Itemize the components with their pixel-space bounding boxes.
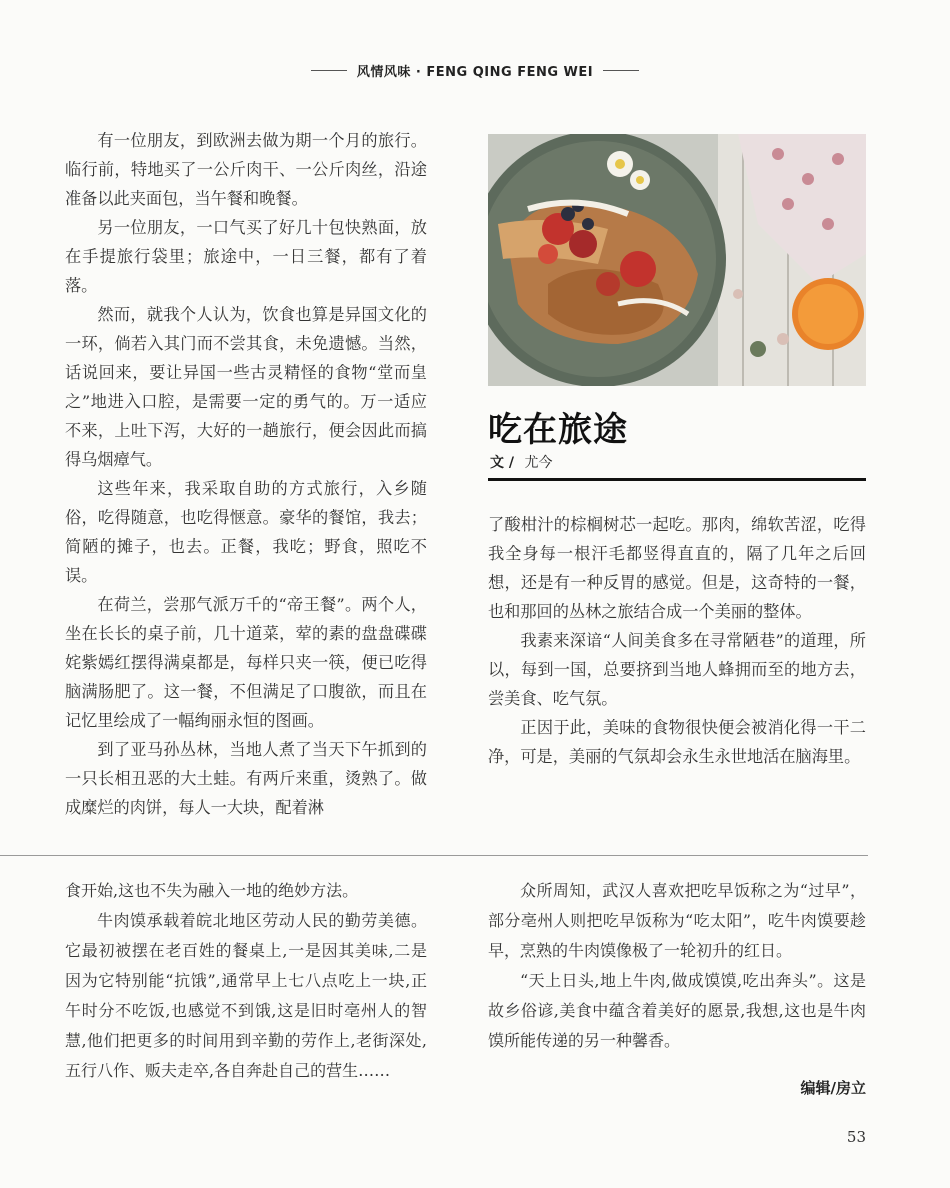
section-label: 风情风味 · FENG QING FENG WEI bbox=[356, 64, 594, 80]
paragraph: 了酸柑汁的棕榈树芯一起吃。那肉，绵软苦涩，吃得我全身每一根汗毛都竖得直直的，隔了几年之后回想，还是有一种反胃的感觉。但是，这奇特的一餐，也和那回的丛林之旅结合成一个美丽的整体。 bbox=[488, 515, 866, 621]
page-number: 53 bbox=[846, 1128, 866, 1146]
paragraph: “天上日头,地上牛肉,做成馍馍,吃出奔头”。这是故乡俗谚,美食中蕴含着美好的愿景,我想,这也是牛肉馍所能传递的另一种馨香。 bbox=[488, 971, 866, 1050]
header-rule-right bbox=[603, 70, 639, 71]
article-title: 吃在旅途 bbox=[488, 410, 628, 450]
byline-prefix: 文 / bbox=[490, 455, 514, 471]
paragraph: 牛肉馍承载着皖北地区劳动人民的勤劳美德。它最初被摆在老百姓的餐桌上,一是因其美味,二是因为它特别能“抗饿”,通常早上七八点吃上一块,正午时分不吃饭,也感觉不到饿,这是旧时亳州人的智慧,他们把更多的时间用到辛勤的劳作上,老街深处,五行八作、贩夫走卒,各自奔赴自己的营生…… bbox=[65, 911, 427, 1080]
french-toast-illustration bbox=[488, 134, 866, 386]
author-name: 尤今 bbox=[524, 455, 553, 471]
title-rule bbox=[488, 478, 866, 481]
paragraph: 有一位朋友，到欧洲去做为期一个月的旅行。临行前，特地买了一公斤肉干、一公斤肉丝，沿途准备以此夹面包，当午餐和晚餐。 bbox=[65, 131, 427, 208]
section-header bbox=[0, 58, 950, 82]
paragraph: 在荷兰，尝那气派万千的“帝王餐”。两个人，坐在长长的桌子前，几十道菜，荤的素的盘盘碟碟姹紫嫣红摆得满桌都是，每样只夹一筷，便已吃得脑满肠肥了。这一餐，不但满足了口腹欲，而且在记忆里绘成了一幅绚丽永恒的图画。 bbox=[65, 595, 427, 730]
paragraph: 正因于此，美味的食物很快便会被消化得一干二净，可是，美丽的气氛却会永生永世地活在脑海里。 bbox=[488, 718, 866, 766]
paragraph: 众所周知，武汉人喜欢把吃早饭称之为“过早”，部分亳州人则把吃早饭称为“吃太阳”，吃牛肉馍要趁早，烹熟的牛肉馍像极了一轮初升的红日。 bbox=[488, 881, 866, 960]
article-left-column bbox=[65, 126, 427, 822]
paragraph: 这些年来，我采取自助的方式旅行，入乡随俗，吃得随意，也吃得惬意。豪华的餐馆，我去；简陋的摊子，也去。正餐，我吃；野食，照吃不误。 bbox=[65, 479, 427, 585]
section-divider bbox=[0, 855, 868, 856]
prev-article-right-column bbox=[488, 876, 866, 1056]
byline bbox=[490, 452, 552, 472]
food-photo bbox=[488, 134, 866, 386]
prev-article-left-column bbox=[65, 876, 427, 1086]
editor-credit: 编辑/房立 bbox=[800, 1079, 866, 1097]
paragraph: 食开始,这也不失为融入一地的绝妙方法。 bbox=[65, 881, 359, 900]
header-rule-left bbox=[311, 70, 347, 71]
paragraph: 另一位朋友，一口气买了好几十包快熟面，放在手提旅行袋里；旅途中，一日三餐，都有了着落。 bbox=[65, 218, 427, 295]
paragraph: 然而，就我个人认为，饮食也算是异国文化的一环，倘若入其门而不尝其食，未免遗憾。当然，话说回来，要让异国一些古灵精怪的食物“堂而皇之”地进入口腔，是需要一定的勇气的。万一适应不来，上吐下泻，大好的一趟旅行，便会因此而搞得乌烟瘴气。 bbox=[65, 305, 427, 469]
article-right-column bbox=[488, 510, 866, 771]
paragraph: 我素来深谙“人间美食多在寻常陋巷”的道理，所以，每到一国，总要挤到当地人蜂拥而至的地方去，尝美食、吃气氛。 bbox=[488, 631, 866, 708]
paragraph: 到了亚马孙丛林，当地人煮了当天下午抓到的一只长相丑恶的大土蛙。有两斤来重，烫熟了。做成糜烂的肉饼，每人一大块，配着淋 bbox=[65, 740, 427, 817]
